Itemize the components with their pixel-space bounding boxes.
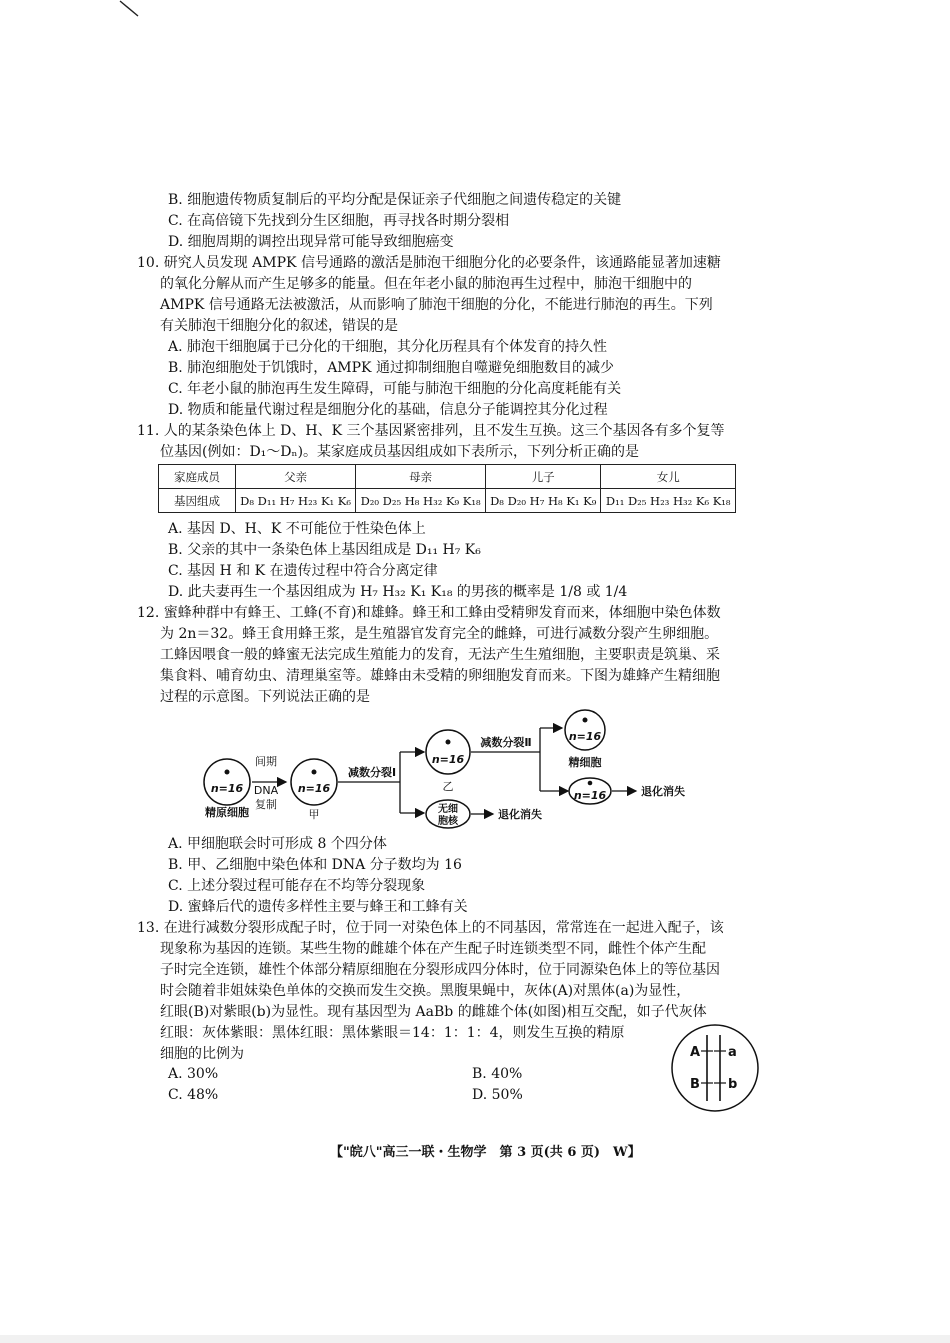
label-meiosis-1: 减数分裂Ⅰ <box>347 766 397 779</box>
bottom-band <box>0 1335 950 1343</box>
gene-table-row <box>159 489 736 513</box>
q13-stem-line: 红眼(B)对紫眼(b)为显性。现有基因型为 AaBb 的雌雄个体(如图)相互交配，如子代灰体 <box>160 1004 707 1020</box>
label-spermatogonium: 精原细胞 <box>205 806 249 819</box>
table-header-cell: 家庭成员 <box>159 465 236 489</box>
label-dna: DNA <box>253 784 279 797</box>
table-cell-mother: D₂₀ D₂₅ H₈ H₃₂ K₉ K₁₈ <box>356 489 486 513</box>
q12-option-a: A. 甲细胞联会时可形成 8 个四分体 <box>168 836 387 852</box>
q12-stem-line: 12. 蜜蜂种群中有蜂王、工蜂(不育)和雄蜂。蜂王和工蜂由受精卵发育而来，体细胞中染色体数 <box>137 605 721 621</box>
table-cell-daughter: D₁₁ D₂₅ H₂₃ H₃₂ K₆ K₁₈ <box>601 489 736 513</box>
q12-option-c: C. 上述分裂过程可能存在不均等分裂现象 <box>168 878 426 894</box>
q9-option-b: B. 细胞遗传物质复制后的平均分配是保证亲子代细胞之间遗传稳定的关键 <box>168 192 622 208</box>
q10-stem-line: 的氧化分解从而产生足够多的能量。但在年老小鼠的肺泡再生过程中，肺泡干细胞中的 <box>160 276 692 292</box>
table-cell-son: D₈ D₂₀ H₇ H₈ K₁ K₉ <box>485 489 600 513</box>
label-yi: 乙 <box>442 780 454 793</box>
q12-stem-line: 集食料、哺育幼虫、清理巢室等。雄蜂由未受精的卵细胞发育而来。下图为雄蜂产生精细胞 <box>160 668 720 684</box>
q13-option-b: B. 40% <box>472 1066 523 1082</box>
page-footer: 【"皖八"高三一联・生物学 第 3 页(共 6 页) W】 <box>330 1145 641 1160</box>
label-jia: 甲 <box>308 808 320 821</box>
q10-option-b: B. 肺泡细胞处于饥饿时，AMPK 通过抑制细胞自噬避免细胞数目的减少 <box>168 360 614 376</box>
table-row-label: 基因组成 <box>159 489 236 513</box>
chromosome-count: n=16 <box>210 782 244 795</box>
q10-stem-line: AMPK 信号通路无法被激活，从而影响了肺泡干细胞的分化，不能进行肺泡的再生。下列 <box>160 297 713 313</box>
label-replication: 复制 <box>255 798 277 811</box>
label-meiosis-2: 减数分裂Ⅱ <box>480 736 532 749</box>
label-no-nucleus: 无细 <box>438 804 458 815</box>
q10-option-d: D. 物质和能量代谢过程是细胞分化的基础，信息分子能调控其分化过程 <box>168 402 608 418</box>
q13-stem-line: 13. 在进行减数分裂形成配子时，位于同一对染色体上的不同基因，常常连在一起进入配子，该 <box>137 920 724 936</box>
q11-option-a: A. 基因 D、H、K 不可能位于性染色体上 <box>168 521 426 537</box>
chromosome-count: n=16 <box>568 730 602 743</box>
gene-label-B: B <box>690 1077 700 1092</box>
q13-stem-line: 红眼：灰体紫眼：黑体红眼：黑体紫眼＝14：1：1：4，则发生互换的精原 <box>160 1025 625 1041</box>
genotype-diagram <box>670 1023 760 1113</box>
table-header-cell: 儿子 <box>485 465 600 489</box>
q13-stem-line: 细胞的比例为 <box>160 1046 244 1062</box>
q13-option-d: D. 50% <box>472 1087 523 1103</box>
gene-label-A: A <box>690 1045 701 1060</box>
label-sperm: 精细胞 <box>568 756 602 769</box>
q12-option-d: D. 蜜蜂后代的遗传多样性主要与蜂王和工蜂有关 <box>168 899 468 915</box>
chromosome-count: n=16 <box>573 789 607 802</box>
q9-option-d: D. 细胞周期的调控出现异常可能导致细胞癌变 <box>168 234 454 250</box>
q10-stem-line: 10. 研究人员发现 AMPK 信号通路的激活是肺泡干细胞分化的必要条件，该通路能显著加速糖 <box>137 255 721 271</box>
q12-stem-line: 为 2n＝32。蜂王食用蜂王浆，是生殖器官发育完全的雌蜂，可进行减数分裂产生卵细胞。 <box>160 626 719 642</box>
q12-option-b: B. 甲、乙细胞中染色体和 DNA 分子数均为 16 <box>168 857 462 873</box>
table-cell-father: D₈ D₁₁ H₇ H₂₃ K₁ K₆ <box>236 489 356 513</box>
label-no-nucleus: 胞核 <box>438 816 458 827</box>
q13-option-a: A. 30% <box>168 1066 219 1082</box>
q9-option-c: C. 在高倍镜下先找到分生区细胞，再寻找各时期分裂相 <box>168 213 510 229</box>
q10-option-a: A. 肺泡干细胞属于已分化的干细胞，其分化历程具有个体发育的持久性 <box>168 339 608 355</box>
cell-outline <box>672 1025 758 1111</box>
label-degenerate: 退化消失 <box>641 785 685 798</box>
table-header-cell: 父亲 <box>236 465 356 489</box>
cell-yi <box>426 730 470 774</box>
q13-option-c: C. 48% <box>168 1087 219 1103</box>
label-interphase: 间期 <box>255 755 277 768</box>
gene-table-header-row <box>159 465 736 489</box>
label-degenerate: 退化消失 <box>498 808 542 821</box>
chromosome-count: n=16 <box>297 782 331 795</box>
q13-stem-line: 现象称为基因的连锁。某些生物的雌雄个体在产生配子时连锁类型不同，雌性个体产生配 <box>160 941 706 957</box>
q11-stem-line: 11. 人的某条染色体上 D、H、K 三个基因紧密排列，且不发生互换。这三个基因各有多个复等 <box>137 423 725 439</box>
spermatogenesis-diagram <box>190 708 710 832</box>
q13-stem-line: 子时完全连锁，雄性个体部分精原细胞在分裂形成四分体时，位于同源染色体上的等位基因 <box>160 962 720 978</box>
gene-table <box>158 464 736 513</box>
q11-option-d: D. 此夫妻再生一个基因组成为 H₇ H₃₂ K₁ K₁₈ 的男孩的概率是 1/8 或 1/4 <box>168 584 628 600</box>
q10-stem-line: 有关肺泡干细胞分化的叙述，错误的是 <box>160 318 398 334</box>
q12-stem-line: 工蜂因喂食一般的蜂蜜无法完成生殖能力的发育，无法产生生殖细胞，主要职责是筑巢、采 <box>160 647 720 663</box>
q10-option-c: C. 年老小鼠的肺泡再生发生障碍，可能与肺泡干细胞的分化高度耗能有关 <box>168 381 622 397</box>
table-header-cell: 母亲 <box>356 465 486 489</box>
q11-option-b: B. 父亲的其中一条染色体上基因组成是 D₁₁ H₇ K₆ <box>168 542 481 558</box>
nucleus-dot <box>225 770 230 775</box>
gene-label-a: a <box>728 1045 737 1060</box>
q13-stem-line: 时会随着非姐妹染色单体的交换而发生交换。黑腹果蝇中，灰体(A)对黑体(a)为显性， <box>160 983 691 999</box>
table-header-cell: 女儿 <box>601 465 736 489</box>
gene-label-b: b <box>728 1077 738 1092</box>
chromosome-count: n=16 <box>431 753 465 766</box>
q11-option-c: C. 基因 H 和 K 在遗传过程中符合分离定律 <box>168 563 438 579</box>
corner-mark <box>118 0 144 20</box>
q11-stem-line: 位基因(例如：D₁～Dₙ)。某家庭成员基因组成如下表所示，下列分析正确的是 <box>160 444 640 460</box>
q12-stem-line: 过程的示意图。下列说法正确的是 <box>160 689 370 705</box>
